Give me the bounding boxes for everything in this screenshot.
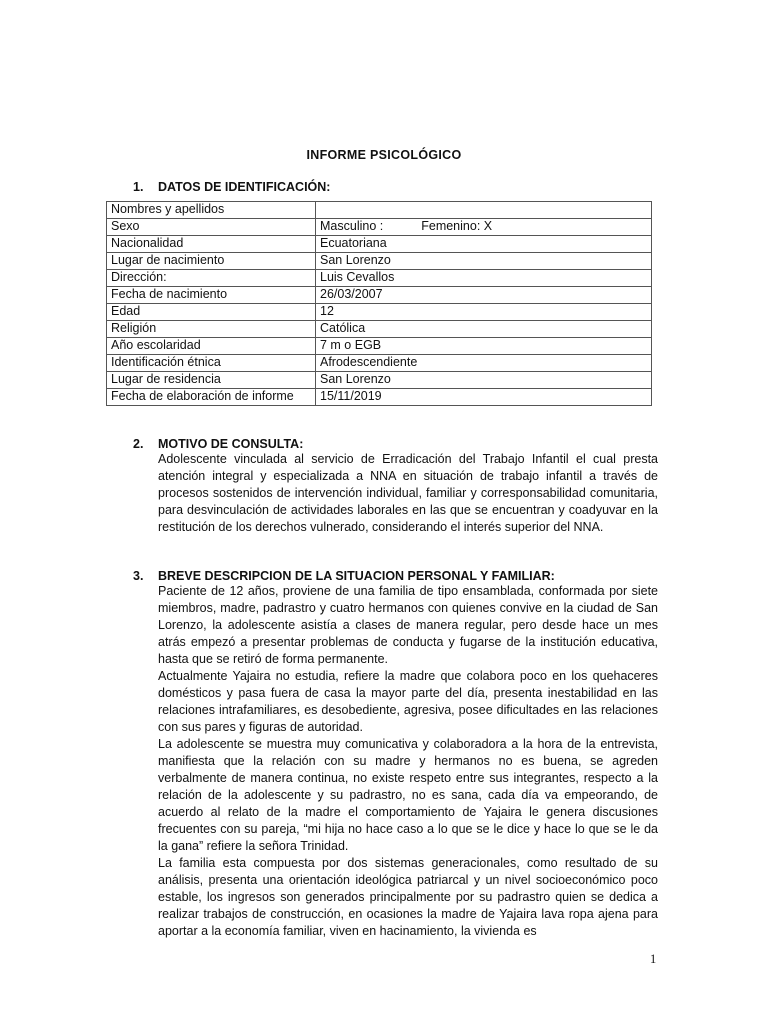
table-value-cell: Ecuatoriana xyxy=(316,236,652,253)
table-label-cell: Lugar de nacimiento xyxy=(107,253,316,270)
document-title: INFORME PSICOLÓGICO xyxy=(306,148,462,162)
table-value-cell: Católica xyxy=(316,321,652,338)
section-identification-heading xyxy=(133,180,330,194)
section-number: 1. xyxy=(133,180,144,194)
table-value-cell xyxy=(316,202,652,219)
section-heading-text: MOTIVO DE CONSULTA: xyxy=(158,437,304,451)
section-heading xyxy=(133,437,658,451)
table-label-cell: Dirección: xyxy=(107,270,316,287)
table-value-cell: 26/03/2007 xyxy=(316,287,652,304)
table-value-cell: 15/11/2019 xyxy=(316,389,652,406)
paragraph: La adolescente se muestra muy comunicativa y colaboradora a la hora de la entrevista, manifiesta que la relación con su madre y hermanos no es buena, se agreden verbalmente de manera continua, no existe respeto entre sus integrantes, respecto a la relación de la adolescente y su padrastro, no es sana, cada día va empeorando, de acuerdo al relato de la madre el comportamiento de Yajaira le genera discusiones frecuentes con su pareja, “mi hija no hace caso a lo que se le dice y hace lo que se le da la gana” refiere la señora Trinidad. xyxy=(158,737,658,853)
paragraph: Actualmente Yajaira no estudia, refiere la madre que colabora poco en los quehaceres domésticos y pasa fuera de casa la mayor parte del día, presenta inestabilidad en las relaciones intrafamiliares, es desobediente, agresiva, posee dificultades en las relaciones con sus pares y figuras de autoridad. xyxy=(158,669,658,734)
section-number: 3. xyxy=(133,569,144,583)
table-row xyxy=(107,304,652,321)
table-row xyxy=(107,236,652,253)
table-label-cell: Edad xyxy=(107,304,316,321)
table-value-cell: San Lorenzo xyxy=(316,372,652,389)
table-value-cell xyxy=(316,219,652,236)
section-consultation-reason xyxy=(133,437,658,536)
table-row xyxy=(107,253,652,270)
section-heading-text: DATOS DE IDENTIFICACIÓN: xyxy=(158,180,331,194)
table-row xyxy=(107,287,652,304)
section-body xyxy=(158,451,658,536)
paragraph: La familia esta compuesta por dos sistemas generacionales, como resultado de su análisis, presenta una orientación ideológica patriarcal y un nivel socioeconómico poco estable, los ingresos son generados principalmente por su padrastro quien se dedica a realizar trabajos de construcción, en ocasiones la madre de Yajaira lava ropa ajena para aportar a la economía familiar, viven en hacinamiento, la vivienda es xyxy=(158,856,658,938)
paragraph: Adolescente vinculada al servicio de Erradicación del Trabajo Infantil el cual presta atención integral y especializada a NNA en situación de trabajo infantil a través de procesos sostenidos de intervención individual, familiar y corresponsabilidad comunitaria, para desvinculación de actividades laborales en las que se encuentran y coadyuvar en la restitución de los derechos vulnerado, considerando el interés superior del NNA. xyxy=(158,452,658,534)
page-number: 1 xyxy=(650,952,657,966)
table-label-cell: Nacionalidad xyxy=(107,236,316,253)
table-row xyxy=(107,338,652,355)
table-row xyxy=(107,202,652,219)
table-label-cell: Identificación étnica xyxy=(107,355,316,372)
table-label-cell: Lugar de residencia xyxy=(107,372,316,389)
section-heading xyxy=(133,569,658,583)
table-label-cell: Nombres y apellidos xyxy=(107,202,316,219)
sex-male-field: Masculino : xyxy=(320,219,384,233)
table-label-cell: Fecha de nacimiento xyxy=(107,287,316,304)
identification-table xyxy=(106,201,652,406)
table-label-cell: Sexo xyxy=(107,219,316,236)
section-body xyxy=(158,583,658,940)
paragraph: Paciente de 12 años, proviene de una familia de tipo ensamblada, conformada por siete miembros, madre, padrastro y cuatro hermanos con quienes convive en la ciudad de San Lorenzo, la adolescente asistía a clases de manera regular, pero desde hace un mes atrás empezó a presentar problemas de conducta y fugarse de la institución educativa, hasta que se retiró de forma permanente. xyxy=(158,584,658,666)
section-heading-text: BREVE DESCRIPCION DE LA SITUACION PERSONAL Y FAMILIAR: xyxy=(158,569,555,583)
section-number: 2. xyxy=(133,437,144,451)
table-label-cell: Fecha de elaboración de informe xyxy=(107,389,316,406)
table-row xyxy=(107,355,652,372)
table-row xyxy=(107,270,652,287)
table-row xyxy=(107,219,652,236)
table-row xyxy=(107,321,652,338)
table-value-cell: Luis Cevallos xyxy=(316,270,652,287)
table-value-cell: 12 xyxy=(316,304,652,321)
table-value-cell: Afrodescendiente xyxy=(316,355,652,372)
table-value-cell: San Lorenzo xyxy=(316,253,652,270)
table-label-cell: Año escolaridad xyxy=(107,338,316,355)
table-value-cell: 7 m o EGB xyxy=(316,338,652,355)
table-row xyxy=(107,389,652,406)
table-label-cell: Religión xyxy=(107,321,316,338)
sex-female-field: Femenino: X xyxy=(421,219,493,233)
table-row xyxy=(107,372,652,389)
section-personal-family-situation xyxy=(133,569,658,940)
